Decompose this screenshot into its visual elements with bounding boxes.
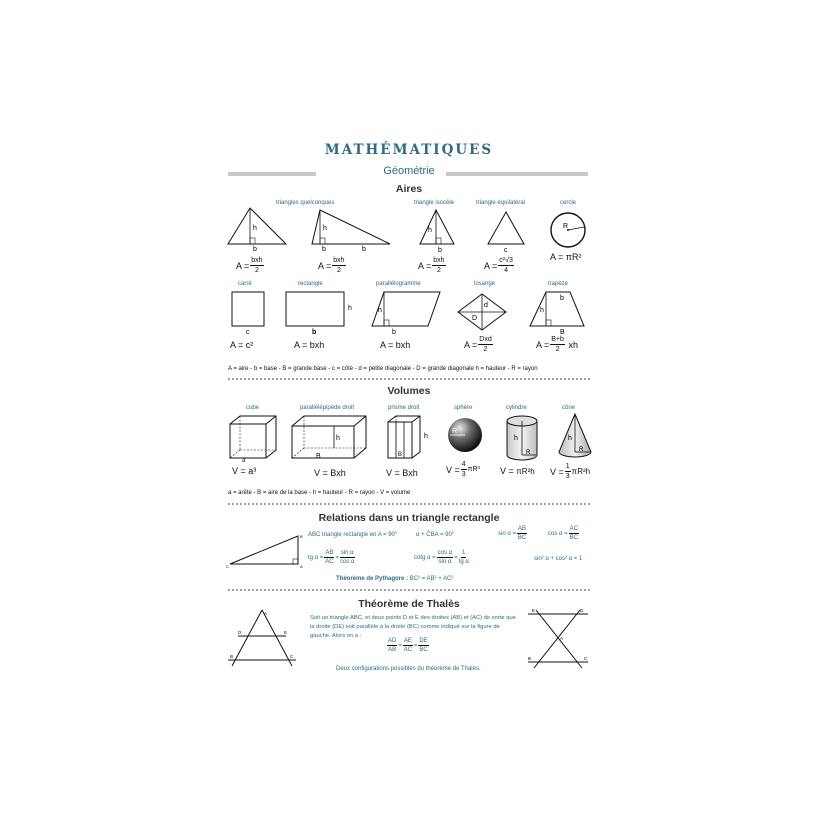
svg-text:h: h: [424, 433, 428, 440]
svg-text:D: D: [238, 630, 242, 635]
svg-text:B: B: [398, 452, 403, 458]
svg-text:b: b: [362, 246, 366, 253]
formula-trapeze: A = $\frac{B+b}{2}$ xh: [536, 336, 578, 353]
formula-sin: sin α = $\frac{AB}{BC}$: [498, 526, 527, 541]
svg-text:B: B: [316, 453, 321, 460]
figure-losange: [456, 292, 512, 341]
svg-text:d: d: [484, 302, 488, 309]
svg-text:h: h: [336, 435, 340, 442]
svg-text:h: h: [253, 225, 257, 232]
svg-text:R: R: [452, 428, 458, 435]
label-parallelogramme: parallélogramme: [376, 281, 421, 287]
figure-carre: [230, 290, 270, 341]
svg-text:b: b: [312, 329, 317, 336]
formula-cylindre: V = πR²h: [500, 466, 535, 476]
svg-text:B: B: [300, 534, 303, 539]
formula-identity: sin² α + cos² α = 1: [534, 556, 583, 562]
label-cone: cône: [562, 405, 576, 411]
svg-text:R: R: [579, 447, 584, 453]
label-losange: losange: [474, 281, 496, 287]
figure-parallelepipede: [290, 414, 370, 467]
formula-triangle-1: A = $\frac{\text{bxh}}{2}$: [236, 257, 263, 274]
svg-text:B: B: [230, 654, 234, 659]
svg-text:D: D: [472, 315, 478, 322]
page-title: MATHÉMATIQUES: [324, 142, 494, 158]
cube-edge-label: a: [242, 458, 246, 464]
svg-text:C: C: [584, 656, 588, 661]
svg-text:R: R: [526, 450, 531, 456]
svg-text:B: B: [560, 329, 565, 336]
svg-text:D: D: [580, 608, 584, 613]
formula-cotg: cotg α = $\frac{\text{cos α}}{\text{sin α}}$ = $\frac{1}{\text{tg α}}$: [414, 550, 469, 565]
page-subtitle: Géométrie: [383, 165, 435, 177]
svg-text:h: h: [568, 435, 572, 442]
relation-alpha: α + ĈBA = 90°: [416, 532, 455, 538]
svg-text:A: A: [560, 636, 564, 641]
svg-text:c: c: [504, 247, 508, 254]
svg-text:B: B: [528, 656, 532, 661]
aires-legend: A = aire - b = base - B = grande base - c = côté - d = petite diagonale - D = grande diagonale h = hauteur - R = rayon: [228, 366, 538, 372]
label-triangles-quelconques: triangles quelconques: [276, 200, 335, 206]
dotted-divider: [228, 503, 590, 505]
formula-parallelepipede: V = Bxh: [314, 468, 346, 478]
figure-cone: [556, 412, 596, 467]
label-parallelepipede: parallélépipède droit: [300, 405, 355, 411]
svg-text:C: C: [226, 564, 229, 569]
formula-prisme: V = Bxh: [386, 468, 418, 478]
label-rectangle: rectangle: [298, 281, 323, 287]
figure-rectangle: [284, 290, 356, 341]
figure-thales-2: [526, 610, 592, 675]
figure-trapeze: [528, 290, 592, 341]
label-prisme: prisme droit: [388, 405, 420, 411]
formula-cube: V = a³: [232, 466, 257, 476]
svg-text:b: b: [438, 247, 442, 254]
figure-cube: [228, 414, 280, 467]
label-cube: cube: [246, 405, 260, 411]
formula-equilateral: A = $\frac{\text{c²√3}}{4}$: [484, 257, 513, 274]
figure-cylindre: [504, 414, 544, 469]
svg-text:h: h: [323, 225, 327, 232]
figure-triangle-1: [226, 206, 288, 255]
svg-text:b: b: [253, 246, 257, 253]
svg-text:b: b: [392, 329, 396, 336]
math-sheet: [218, 128, 600, 688]
svg-text:h: h: [378, 307, 382, 314]
label-sphere: sphère: [454, 405, 473, 411]
formula-isocele: A = $\frac{\text{bxh}}{2}$: [418, 257, 445, 274]
dotted-divider: [228, 589, 590, 591]
svg-text:b: b: [560, 295, 564, 302]
formula-losange: A = $\frac{\text{Dxd}}{2}$: [464, 336, 492, 353]
relation-abc: ABC triangle rectangle en A = 90°: [308, 532, 398, 538]
svg-text:h: h: [540, 307, 544, 314]
formula-carre: A = c²: [230, 340, 254, 350]
section-heading-volumes: Volumes: [387, 385, 431, 397]
figure-sphere: [446, 416, 486, 461]
svg-text:C: C: [290, 654, 294, 659]
svg-text:h: h: [428, 227, 432, 234]
formula-cercle: A = πR²: [550, 252, 582, 262]
thales-text: Soit un triangle ABC, et deux points D et E des droites (AB) et (AC) de sorte que la droite (DE) soit parallèle à la droite (BC) comme indiqué sur la figure de gauche. Alors on a :: [310, 615, 516, 639]
figure-cercle: [548, 210, 588, 255]
figure-prisme: [386, 414, 432, 469]
figure-triangle-2: [310, 208, 392, 257]
figure-right-triangle: [226, 532, 306, 575]
dotted-divider: [228, 378, 590, 380]
section-heading-aires: Aires: [395, 183, 423, 195]
svg-text:h: h: [348, 305, 352, 312]
svg-text:c: c: [246, 329, 250, 336]
figure-parallelogramme: [370, 290, 442, 341]
figure-isocele: [418, 208, 458, 259]
svg-text:A: A: [264, 611, 268, 616]
svg-text:h: h: [514, 435, 518, 442]
formula-sphere: V = $\frac{4}{3}$ πR³: [446, 461, 480, 478]
label-carre: carré: [238, 281, 252, 287]
pythagore: Théorème de Pythagore : BC² = AB² + AC²: [336, 576, 454, 582]
svg-text:E: E: [532, 608, 536, 613]
label-triangle-isocele: triangle isocèle: [414, 200, 455, 206]
formula-tg: tg α = $\frac{AB}{AC}$ = $\frac{\text{sin α}}{\text{cos α}}$: [308, 550, 355, 565]
formula-parallelogramme: A = bxh: [380, 340, 411, 350]
figure-equilateral: [486, 210, 528, 259]
section-heading-thales: Théorème de Thalès: [358, 598, 460, 610]
label-triangle-equilateral: triangle équilatéral: [476, 200, 526, 206]
label-cylindre: cylindre: [506, 405, 527, 411]
svg-text:R: R: [563, 223, 569, 230]
label-trapeze: trapèze: [548, 281, 569, 287]
volumes-legend: a = arête - B = aire de la base - h = hauteur - R = rayon - V = volume: [228, 490, 411, 496]
thales-formula: $\frac{AD}{AB}$ = $\frac{AE}{AC}$ = $\frac{DE}{BC}$: [388, 638, 428, 653]
svg-text:E: E: [284, 630, 288, 635]
formula-cos: cos α = $\frac{AC}{BC}$: [548, 526, 578, 541]
svg-text:A: A: [300, 564, 303, 569]
section-heading-relations: Relations dans un triangle rectangle: [318, 512, 500, 524]
figure-thales-1: [226, 610, 296, 675]
svg-text:b: b: [322, 246, 326, 253]
formula-rectangle: A = bxh: [294, 340, 325, 350]
formula-triangle-2: A = $\frac{\text{bxh}}{2}$: [318, 257, 345, 274]
thales-caption: Deux configurations possibles du théorème de Thalès.: [336, 666, 481, 672]
label-cercle: cercle: [560, 200, 577, 206]
formula-cone: V = $\frac{1}{3}$ πR²h: [550, 463, 591, 480]
